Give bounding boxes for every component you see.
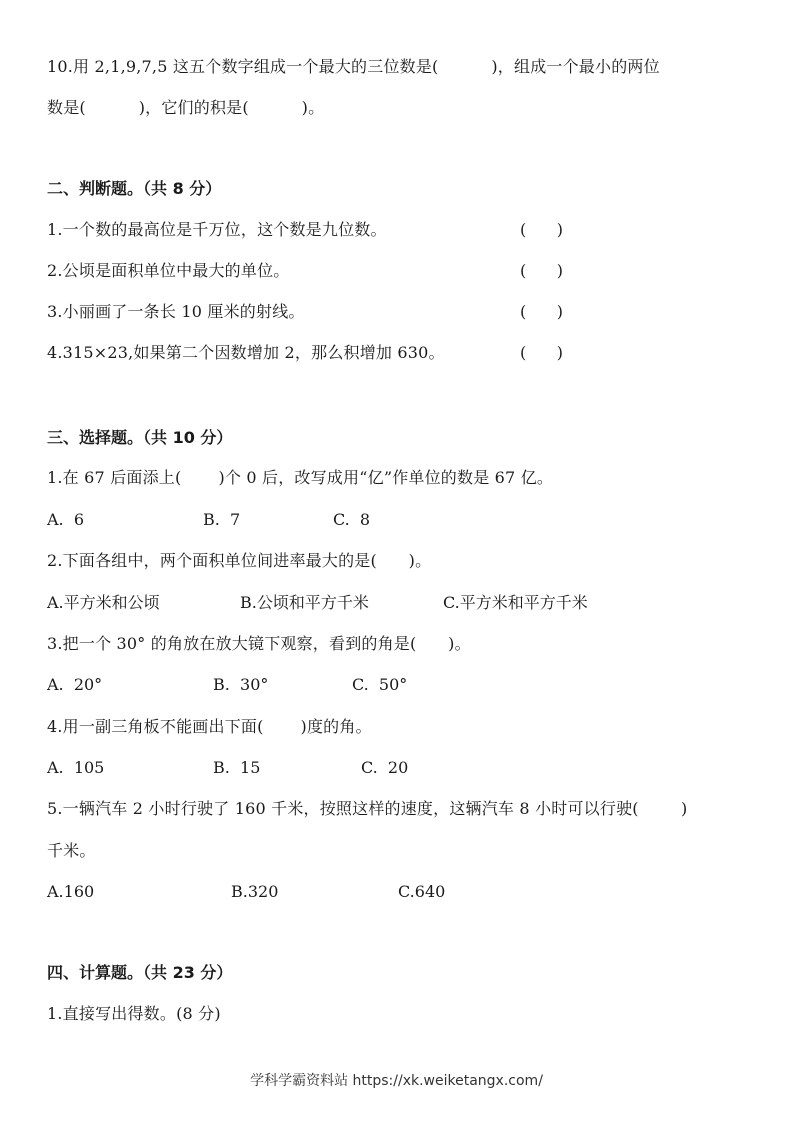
judge-item-4: 4.315×23,如果第二个因数增加 2，那么积增加 630。 [47, 343, 445, 362]
choice-q3: 3.把一个 30° 的角放在放大镜下观察，看到的角是( )。 [47, 634, 471, 653]
choice-q3-option-a: A. 20° [47, 675, 103, 694]
choice-q2-option-a: A.平方米和公顷 [47, 593, 160, 612]
choice-q1-option-c: C. 8 [333, 510, 371, 529]
choice-q1-option-b: B. 7 [203, 510, 241, 529]
judge-blank-1: ( ) [520, 220, 563, 239]
judge-item-2: 2.公顷是面积单位中最大的单位。 [47, 261, 290, 280]
choice-q5-option-a: A.160 [47, 882, 95, 901]
question-10-line-1: 10.用 2,1,9,7,5 这五个数字组成一个最大的三位数是( )，组成一个最小的两位 [47, 57, 660, 76]
judge-blank-2: ( ) [520, 261, 563, 280]
choice-q5-option-b: B.320 [231, 882, 279, 901]
section-3-title: 三、选择题。（共 10 分） [47, 428, 233, 447]
choice-q2-option-b: B.公顷和平方千米 [240, 593, 369, 612]
choice-q3-option-c: C. 50° [352, 675, 408, 694]
choice-q4-option-b: B. 15 [213, 758, 261, 777]
judge-blank-3: ( ) [520, 302, 563, 321]
choice-q1: 1.在 67 后面添上( )个 0 后，改写成用“亿”作单位的数是 67 亿。 [47, 468, 554, 487]
choice-q5-line-1: 5.一辆汽车 2 小时行驶了 160 千米，按照这样的速度，这辆汽车 8 小时可以行驶( ) [47, 799, 688, 818]
choice-q5-option-c: C.640 [398, 882, 446, 901]
choice-q2-option-c: C.平方米和平方千米 [443, 593, 588, 612]
choice-q5-line-2: 千米。 [47, 841, 96, 860]
judge-blank-4: ( ) [520, 343, 563, 362]
choice-q4: 4.用一副三角板不能画出下面( )度的角。 [47, 717, 372, 736]
choice-q1-option-a: A. 6 [47, 510, 84, 529]
judge-item-3: 3.小丽画了一条长 10 厘米的射线。 [47, 302, 305, 321]
judge-item-1: 1.一个数的最高位是千万位，这个数是九位数。 [47, 220, 387, 239]
choice-q4-option-a: A. 105 [47, 758, 105, 777]
section-2-title: 二、判断题。（共 8 分） [47, 179, 222, 198]
section-4-title: 四、计算题。（共 23 分） [47, 963, 233, 982]
choice-q4-option-c: C. 20 [361, 758, 409, 777]
choice-q2: 2.下面各组中，两个面积单位间进率最大的是( )。 [47, 551, 432, 570]
calc-q1: 1.直接写出得数。(8 分) [47, 1004, 221, 1023]
footer-watermark: 学科学霸资料站 https://xk.weiketangx.com/ [250, 1073, 543, 1089]
question-10-line-2: 数是( )，它们的积是( )。 [47, 98, 325, 117]
choice-q3-option-b: B. 30° [213, 675, 269, 694]
